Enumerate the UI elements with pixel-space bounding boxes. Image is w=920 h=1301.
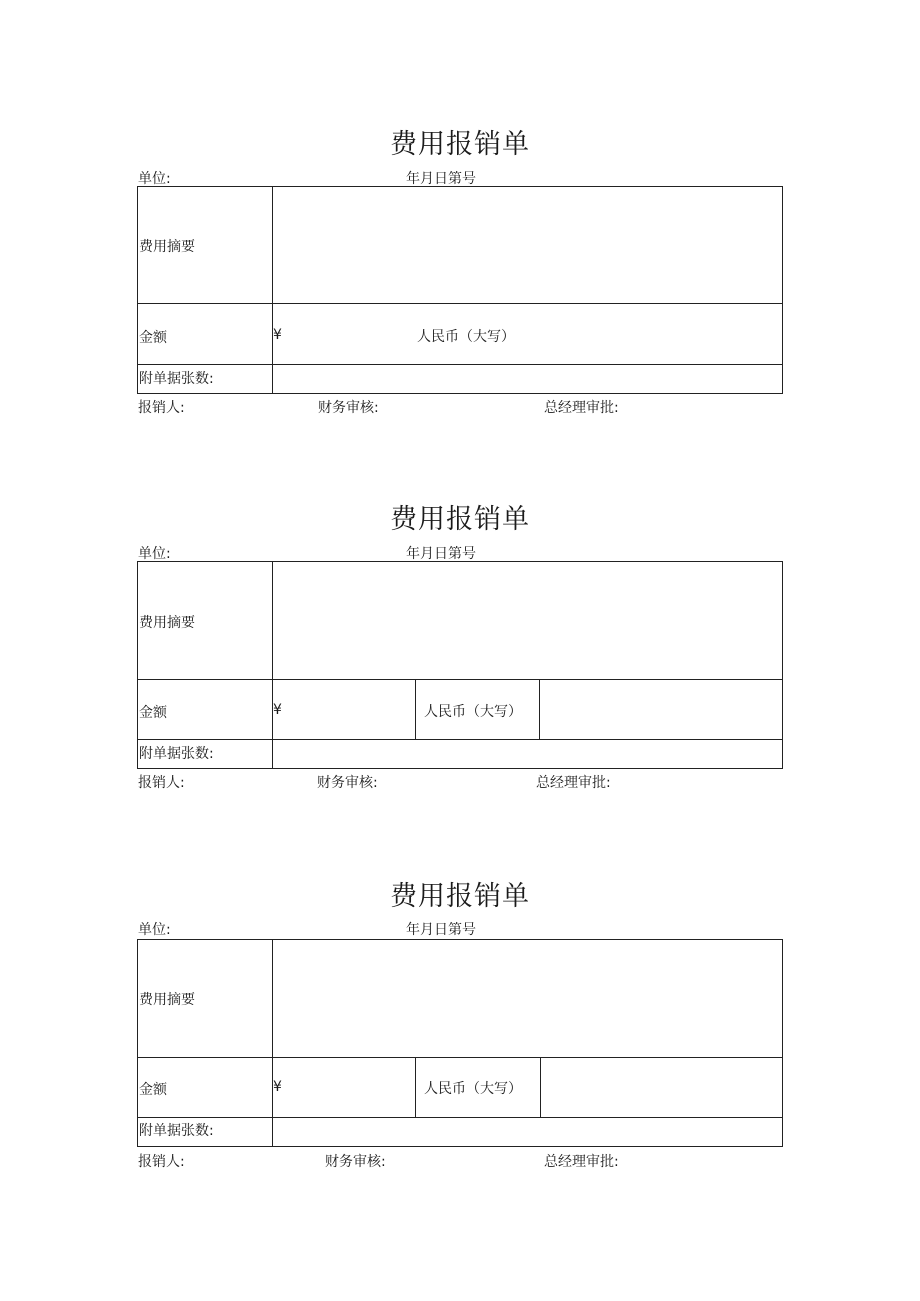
row-divider: [137, 739, 783, 740]
form-table: [137, 186, 783, 394]
finance-review-label: 财务审核:: [325, 1154, 386, 1170]
row-divider: [137, 364, 783, 365]
yen-sign: ¥: [273, 1079, 282, 1095]
label-column-divider: [272, 939, 273, 1147]
gm-approval-label: 总经理审批:: [544, 400, 619, 416]
cell-divider: [539, 679, 540, 739]
finance-review-label: 财务审核:: [317, 775, 378, 791]
cell-divider: [415, 1057, 416, 1117]
finance-review-label: 财务审核:: [318, 400, 379, 416]
cell-divider: [415, 679, 416, 739]
attachments-label: 附单据张数:: [139, 1123, 214, 1139]
claimant-label: 报销人:: [138, 775, 185, 791]
date-number-label: 年月日第号: [406, 922, 476, 938]
row-divider: [137, 679, 783, 680]
unit-label: 单位:: [138, 171, 171, 187]
yen-sign: ¥: [273, 702, 282, 718]
unit-label: 单位:: [138, 546, 171, 562]
gm-approval-label: 总经理审批:: [544, 1154, 619, 1170]
amount-label: 金额: [139, 705, 167, 721]
yen-sign: ¥: [273, 327, 282, 343]
form-title: 费用报销单: [390, 129, 530, 160]
claimant-label: 报销人:: [138, 400, 185, 416]
summary-label: 费用摘要: [139, 615, 195, 631]
summary-label: 费用摘要: [139, 239, 195, 255]
row-divider: [137, 1057, 783, 1058]
claimant-label: 报销人:: [138, 1154, 185, 1170]
amount-label: 金额: [139, 1082, 167, 1098]
form-table: [137, 561, 783, 769]
summary-label: 费用摘要: [139, 992, 195, 1008]
gm-approval-label: 总经理审批:: [536, 775, 611, 791]
label-column-divider: [272, 561, 273, 769]
row-divider: [137, 1117, 783, 1118]
date-number-label: 年月日第号: [406, 171, 476, 187]
amount-label: 金额: [139, 330, 167, 346]
date-number-label: 年月日第号: [406, 546, 476, 562]
row-divider: [137, 303, 783, 304]
form-title: 费用报销单: [390, 881, 530, 912]
form-title: 费用报销单: [390, 504, 530, 535]
attachments-label: 附单据张数:: [139, 746, 214, 762]
unit-label: 单位:: [138, 922, 171, 938]
rmb-uppercase-label: 人民币（大写）: [417, 329, 515, 345]
rmb-uppercase-label: 人民币（大写）: [424, 1081, 522, 1097]
form-table: [137, 939, 783, 1147]
cell-divider: [540, 1057, 541, 1117]
label-column-divider: [272, 186, 273, 394]
rmb-uppercase-label: 人民币（大写）: [424, 704, 522, 720]
attachments-label: 附单据张数:: [139, 371, 214, 387]
